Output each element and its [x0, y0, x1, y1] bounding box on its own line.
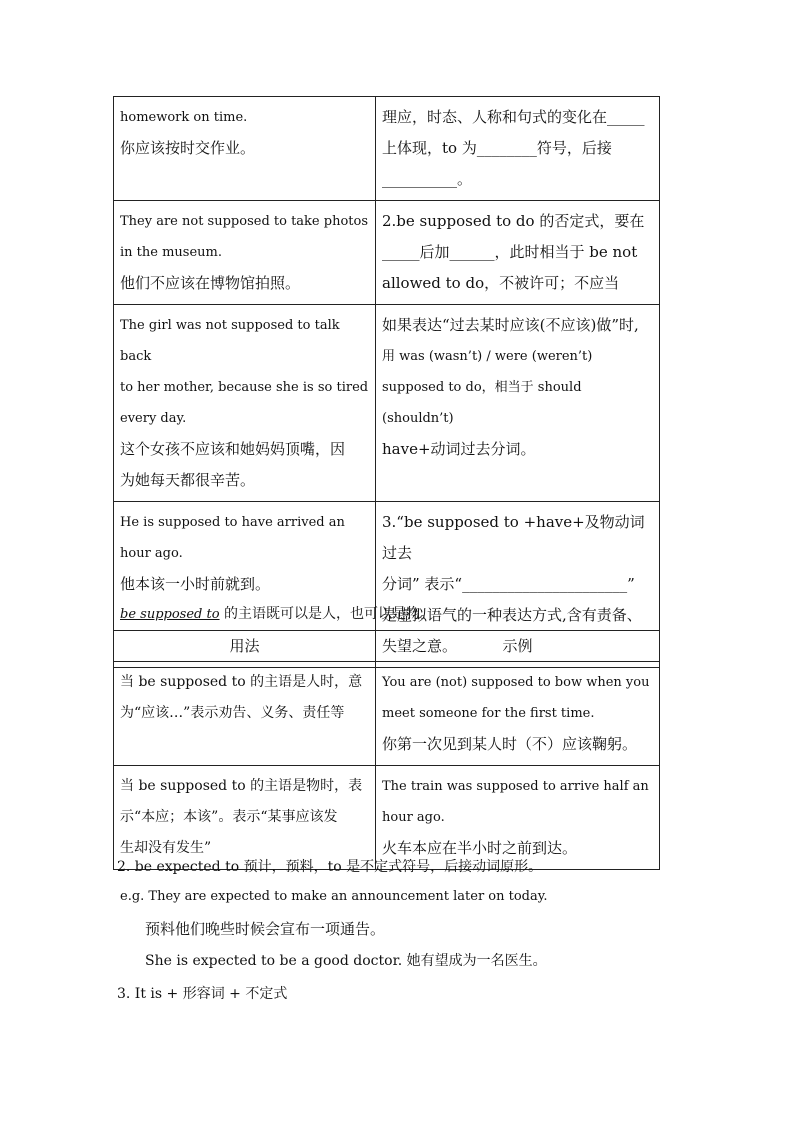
header-usage: 用法 — [114, 631, 376, 662]
example-zh: 火车本应在半小时之前到达。 — [382, 839, 578, 857]
usage-line: 当 be supposed to 的主语是物时，表 — [120, 778, 363, 794]
example-en: The train was supposed to arrive half an — [382, 779, 649, 794]
usage-line: 生却没有发生” — [120, 840, 212, 856]
note-line: supposed to do，相当于 should (shouldn’t) — [382, 380, 582, 426]
note-cell — [376, 97, 660, 201]
example-en: You are (not) supposed to bow when you — [382, 675, 650, 690]
example-zh: 他们不应该在博物馆拍照。 — [120, 274, 301, 292]
header-row — [114, 631, 660, 662]
example-en: to her mother, because she is so tired — [120, 380, 369, 395]
note-line: 是虚拟语气的一种表达方式,含有责备、 — [382, 606, 642, 624]
example-en: in the museum. — [120, 245, 222, 260]
intro-phrase: be supposed to — [120, 607, 220, 622]
intro-text: 的主语既可以是人，也可以是物。 — [219, 606, 434, 622]
usage-line: 当 be supposed to 的主语是人时，意 — [120, 674, 363, 690]
example-en: The girl was not supposed to talk back — [120, 318, 340, 364]
example-cell — [376, 662, 660, 766]
table-row — [114, 766, 660, 870]
table-row — [114, 662, 660, 766]
table-row — [114, 305, 660, 502]
example-cell — [114, 201, 376, 305]
example-zh: 你第一次见到某人时（不）应该鞠躬。 — [382, 735, 638, 753]
note-cell — [376, 201, 660, 305]
note-line: 分词” 表示“______________________” — [382, 575, 635, 593]
section-heading-be-expected-to: 2. be expected to 预计，预料，to 是不定式符号，后接动词原形。 — [117, 859, 543, 875]
example-en: meet someone for the first time. — [382, 706, 595, 721]
table-row — [114, 97, 660, 201]
example-zh: 这个女孩不应该和她妈妈顶嘴，因 — [120, 440, 346, 458]
example-en: hour ago. — [382, 810, 445, 825]
usage-cell — [114, 766, 376, 870]
note-line: 失望之意。 — [382, 637, 458, 655]
note-line: 理应，时态、人称和句式的变化在_____ — [382, 108, 645, 126]
usage-cell — [114, 662, 376, 766]
usage-table-1 — [113, 96, 660, 668]
usage-line: 示“本应；本该”。表示“某事应该发 — [120, 809, 338, 825]
note-line: 2.be supposed to do 的否定式，要在 — [382, 212, 645, 230]
example-cell — [376, 766, 660, 870]
section-heading-it-is: 3. It is + 形容词 + 不定式 — [117, 986, 288, 1002]
note-line: 用 was (wasn’t) / were (weren’t) — [382, 349, 593, 364]
usage-table-2 — [113, 630, 660, 870]
example-en: They are not supposed to take photos — [120, 214, 368, 229]
example-translation: 预料他们晚些时候会宣布一项通告。 — [145, 920, 386, 938]
note-line: 如果表达“过去某时应该(不应该)做”时, — [382, 316, 639, 334]
example-en: every day. — [120, 411, 187, 426]
example-en: hour ago. — [120, 546, 183, 561]
example-zh: 你应该按时交作业。 — [120, 139, 256, 157]
note-line: 上体现，to 为________符号，后接 — [382, 139, 612, 157]
note-cell — [376, 305, 660, 502]
note-line: _____后加______，此时相当于 be not — [382, 243, 638, 261]
note-line: have+动词过去分词。 — [382, 440, 536, 458]
example-zh: 他本该一小时前就到。 — [120, 575, 271, 593]
intro-line — [120, 603, 434, 623]
example-zh: 为她每天都很辛苦。 — [120, 471, 256, 489]
example-en: homework on time. — [120, 110, 248, 125]
example-en: He is supposed to have arrived an — [120, 515, 345, 530]
note-line: 3.“be supposed to +have+及物动词过去 — [382, 513, 645, 562]
usage-line: 为“应该…”表示劝告、义务、责任等 — [120, 705, 345, 721]
example-cell — [114, 305, 376, 502]
header-example: 示例 — [376, 631, 660, 662]
example-cell — [114, 97, 376, 201]
note-line: __________。 — [382, 170, 473, 188]
note-line: allowed to do，不被许可；不应当 — [382, 274, 620, 292]
table-row — [114, 201, 660, 305]
example-sentence: She is expected to be a good doctor. 她有望成为一名医生。 — [145, 953, 547, 969]
example-sentence: e.g. They are expected to make an announcement later on today. — [120, 889, 548, 904]
